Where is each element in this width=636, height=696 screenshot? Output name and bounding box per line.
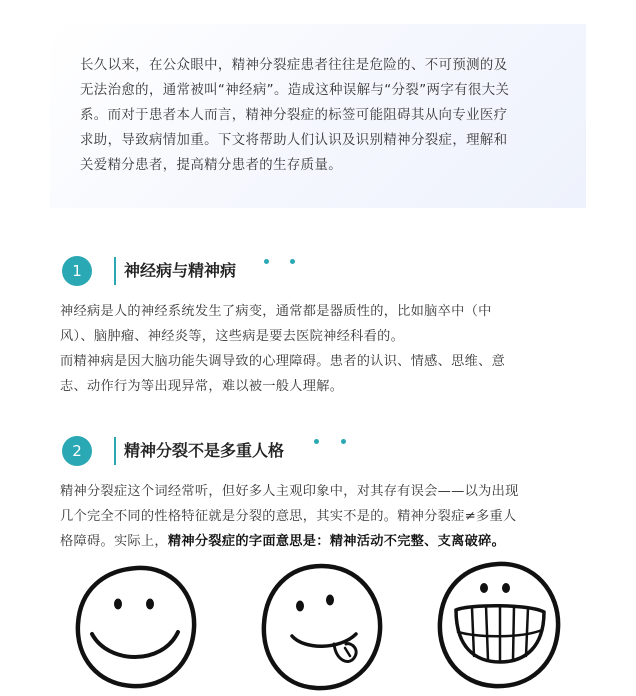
section-1-paragraph	[60, 299, 580, 399]
grinning-face-icon	[440, 564, 558, 686]
intro-line: 求助，导致病情加重。下文将帮助人们认识及识别精神分裂症，理解和	[80, 133, 508, 148]
dot-icon	[314, 439, 319, 444]
bold-text: 精神分裂症的字面意思是：精神活动不完整、支离破碎。	[167, 534, 506, 549]
intro-line: 无法治愈的，通常被叫“神经病”。造成这种误解与“分裂”两字有很大关	[80, 83, 510, 98]
text-line: 精神分裂症这个词经常听，但好多人主观印象中，对其存有误会——以为出现	[60, 484, 519, 499]
section-number: 1	[62, 256, 92, 286]
text-line: 志、动作行为等出现异常，难以被一般人理解。	[60, 379, 344, 394]
text-line: 格障碍。实际上，	[60, 534, 168, 549]
smiling-face-icon	[78, 568, 194, 686]
intro-line: 关爱精分患者，提高精分患者的生存质量。	[80, 158, 343, 173]
tongue-out-face-icon	[264, 566, 380, 688]
section-divider	[114, 257, 116, 285]
text-line: 风）、脑肿瘤、神经炎等，这些病是要去医院神经科看的。	[60, 329, 405, 344]
text-line: 几个完全不同的性格特征就是分裂的意思，其实不是的。精神分裂症≠多重人	[60, 509, 517, 524]
section-number: 2	[62, 436, 92, 466]
intro-line: 系。而对于患者本人而言，精神分裂症的标签可能阻碍其从向专业医疗	[80, 108, 508, 123]
dot-icon	[264, 259, 269, 264]
intro-line: 长久以来，在公众眼中，精神分裂症患者往往是危险的、不可预测的及	[80, 58, 508, 73]
faces-illustration	[0, 560, 636, 696]
dot-icon	[290, 259, 295, 264]
section-title: 神经病与精神病	[124, 261, 237, 280]
text-line: 而精神病是因大脑功能失调导致的心理障碍。患者的认识、情感、思维、意	[60, 354, 506, 369]
section-divider	[114, 437, 116, 465]
section-title: 精神分裂不是多重人格	[124, 441, 285, 460]
section-2-header	[62, 435, 582, 467]
section-1-header	[62, 255, 582, 287]
section-2-paragraph	[60, 479, 580, 554]
text-line: 神经病是人的神经系统发生了病变，通常都是器质性的，比如脑卒中（中	[60, 304, 492, 319]
dot-icon	[341, 439, 346, 444]
intro-box	[50, 24, 586, 208]
